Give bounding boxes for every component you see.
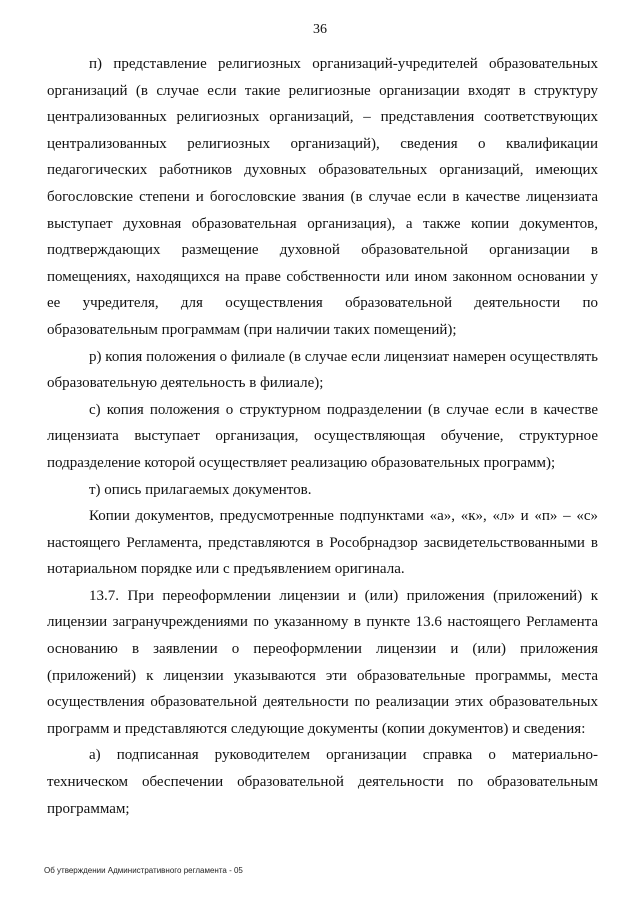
paragraph-a: а) подписанная руководителем организации справка о материально-техническом обеспечении образовательной деятельности по образовательным программам; [47,747,598,817]
paragraph-copies-note: Копии документов, предусмотренные подпунктами «а», «к», «л» и «п» – «с» настоящего Регламента, представляются в Рособрнадзор засвидетельствованными в нотариальном порядке или с предъявлением оригинала. [47,508,598,578]
page-number: 36 [313,22,327,37]
paragraph-s: с) копия положения о структурном подразделении (в случае если в качестве лицензиата выступает организация, осуществляющая обучение, структурное подразделение которой осуществляет реализацию образовательных программ); [47,401,598,471]
paragraph-p: п) представление религиозных организаций-учредителей образовательных организаций (в случае если такие религиозные организации входят в структуру централизованных религиозных организаций, – представления соответствующих централизованных религиозных организаций), сведения о квалификации педагогических работников духовных образовательных организаций, имеющих богословские степени и богословские звания (в случае если в качестве лицензиата выступает духовная образовательная организация), а также копии документов, подтверждающих размещение духовной образовательной организации в помещениях, находящихся на праве собственности или ином законном основании у ее учредителя, для осуществления образовательной деятельности по образовательным программам (при наличии таких помещений); [47,56,598,338]
paragraph-t: т) опись прилагаемых документов. [89,481,312,498]
footer-document-title: Об утверждении Административного регламента - 05 [44,866,243,875]
document-body [47,51,598,822]
paragraph-13-7: 13.7. При переоформлении лицензии и (или) приложения (приложений) к лицензии загранучреждениями по указанному в пункте 13.6 настоящего Регламента основанию в заявлении о переоформлении лицензии и (или) приложения (приложений) к лицензии указываются эти образовательные программы, места осуществления образовательной деятельности по реализации этих образовательных программ и представляются следующие документы (копии документов) и сведения: [47,587,598,737]
paragraph-r: р) копия положения о филиале (в случае если лицензиат намерен осуществлять образовательную деятельность в филиале); [47,348,598,392]
